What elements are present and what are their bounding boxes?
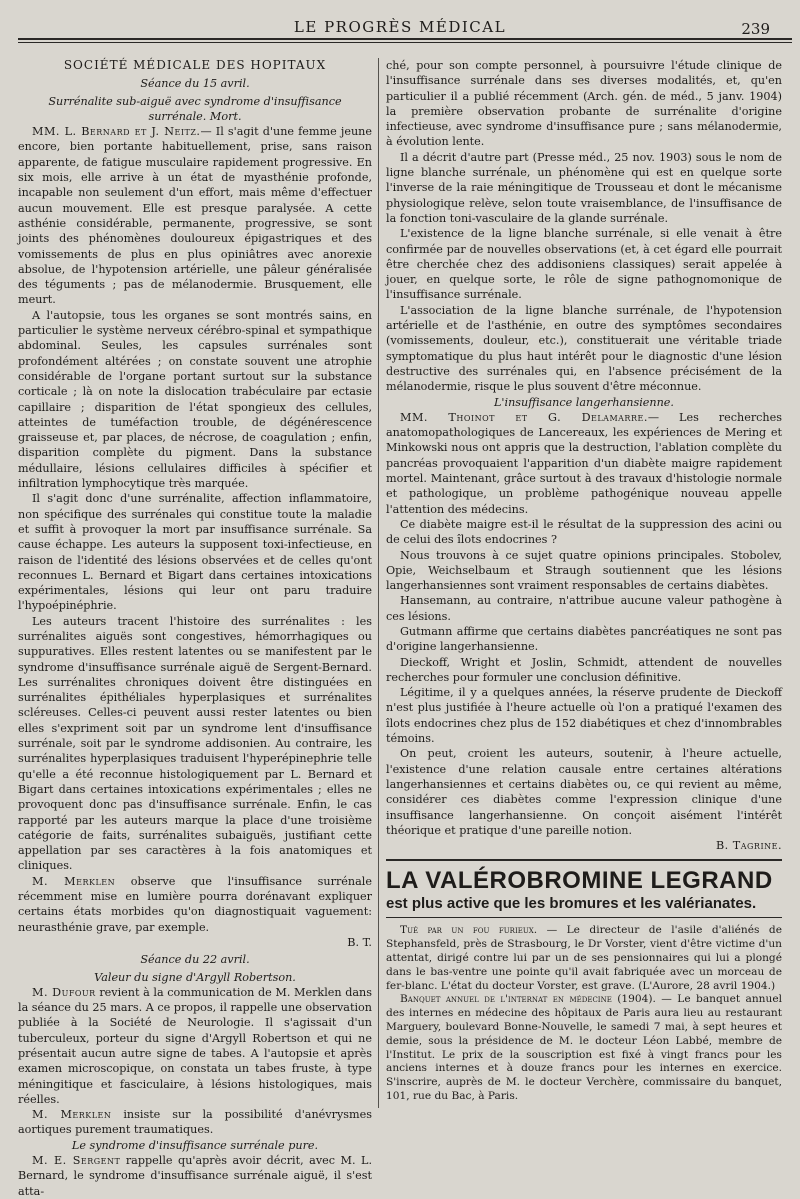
header-rule-thin — [18, 42, 792, 43]
paragraph — [18, 985, 372, 1107]
author-names: M. Dufour — [32, 985, 96, 999]
paragraph: Hansemann, au contraire, n'attribue aucune valeur pathogène à ces lésions. — [386, 594, 782, 623]
column-divider — [378, 58, 379, 1108]
paragraph — [18, 1153, 372, 1199]
author-names: M. Merklen — [32, 874, 116, 888]
paragraph: Légitime, il y a quelques années, la réserve prudente de Dieckoff n'est plus justifiée à l'heure actuelle où l'on a pratiqué l'examen des îlots endocrines chez plus de 152 diabétiques et chez d'innombrables témoins. — [386, 686, 782, 746]
journal-title: LE PROGRÈS MÉDICAL — [293, 18, 507, 36]
news-item — [386, 993, 782, 1103]
advertisement-rule-bottom — [386, 917, 782, 918]
paragraph: Nous trouvons à ce sujet quatre opinions principales. Stobolev, Opie, Weichselbaum et Straugh soutiennent que les lésions langerhansiennes sont vraiment responsables de certains diabètes. — [386, 548, 782, 593]
advertisement-rule — [386, 859, 782, 861]
paragraph: L'association de la ligne blanche surrénale, de l'hypotension artérielle et de l'asthénie, en outre des symptômes secondaires (vomissements, douleur, etc.), constituerait une véritable triade symptomatique du plus haut intérêt pour le diagnostic d'une lésion destructive des surrénales qui, en l'absence précisément de la mélanodermie, risque le plus souvent d'être méconnue. — [386, 303, 782, 394]
author-names: M. E. Sergent — [32, 1154, 121, 1168]
advertisement-title: LA VALÉROBROMINE LEGRAND — [386, 867, 773, 895]
news-headline: Tué par un fou furieux. — [400, 924, 538, 937]
paragraph: On peut, croient les auteurs, soutenir, à l'heure actuelle, l'existence d'une relation causale entre certaines altérations langerhansiennes et certains diabètes ou, ce qui revient au même, considérer ces diabètes comme l'expression clinique d'une insuffisance langerhansienne. On conçoit aisément l'intérêt théorique et pratique d'une pareille notion. — [386, 747, 782, 837]
news-item — [386, 924, 782, 993]
news-text: — Le directeur de l'asile d'aliénés de Stephansfeld, près de Strasbourg, le Dr Vorster, vient d'être victime d'un attentat, dirigé contre lui par un de ses pensionnaires qui lui a plongé dans le bas-ventre une pointe qu'il avait fabriquée avec un morceau de fer-blanc. L'état du docteur Vorster, est grave. (L'Aurore, 28 avril 1904.) — [386, 924, 782, 992]
paragraph: Il a décrit d'autre part (Presse méd., 25 nov. 1903) sous le nom de ligne blanche surrénale, un phénomène qui est en quelque sorte l'inverse de la raie méningitique de Trousseau et dont le mécanisme physiologique relève, selon toute vraisemblance, de l'insuffisance de la fonction toni-vasculaire de la glande surrénale. — [386, 150, 782, 225]
header-rule — [18, 38, 792, 40]
author-names: MM. L. Bernard et J. Neitz. — [32, 125, 201, 139]
running-head — [0, 18, 800, 40]
paragraph: Les auteurs tracent l'histoire des surrénalites : les surrénalites aiguës sont congestives, hémorrhagiques ou suppuratives. Elles restent latentes ou se manifestent par le syndrome d'insuffisance surrénale aiguë de Sergent-Bernard. Les surrénalites chroniques doivent être distinguées en surrénalites épithéliales hyperplasiques et surrénalites scléreuses. Celles-ci peuvent aussi rester latentes ou bien elles s'expriment soit par un syndrome lent d'insuffisance surrénale, soit par le syndrome addisonien. Au contraire, les surrénalites hyperplasiques traduisent l'hyperépinephrie telle qu'elle a été reconnue histologiquement par L. Bernard et Bigart dans certaines intoxications expérimentales ; elles ne provoquent donc pas d'insuffisance surrénale. Enfin, le cas rapporté par les auteurs marque la place d'une troisième catégorie de faits, surrénalites subaiguës, justifiant cette appellation par ses caractères à la fois anatomiques et cliniques. — [18, 614, 372, 873]
article-subtitle: Valeur du signe d'Argyll Robertson. — [94, 970, 296, 984]
paragraph: L'existence de la ligne blanche surrénale, si elle venait à être confirmée par de nouvelles observations (et, à cet égard elle pourrait être cherchée chez des addisoniens classiques) serait appelée à jouer, en quelque sorte, le rôle de signe pathognomonique de l'insuffisance surrénale. — [386, 227, 782, 302]
paragraph-text: insiste sur la possibilité d'anévrysmes aortiques purement traumatiques. — [18, 1108, 372, 1137]
paragraph-text: rappelle qu'après avoir décrit, avec M. L. Bernard, le syndrome d'insuffisance surrénale aiguë, il s'est atta- — [18, 1154, 372, 1198]
session-date: Séance du 22 avril. — [140, 953, 250, 967]
paragraph: A l'autopsie, tous les organes se sont montrés sains, en particulier le système nerveux cérébro-spinal et sympathique abdominal. Seules, les capsules surrénales sont profondément altérées ; on constate souvent une atrophie considérable de l'organe portant surtout sur la substance corticale ; là on note la dislocation trabéculaire par ectasie capillaire ; disparition de l'état spongieux des cellules, atteintes de tuméfaction trouble, de dégénérescence graisseuse et, par places, de nécrose, de coagulation ; enfin, disparition complète du pigment. Dans la substance médullaire, lésions cellulaires difficiles à spécifier et infiltration lymphocytique très marquée. — [18, 308, 372, 491]
author-names: M. Merklen — [32, 1108, 112, 1122]
paragraph: Il s'agit donc d'une surrénalite, affection inflammatoire, non spécifique des surrénales qui constitue toute la maladie et suffit à provoquer la mort par insuffisance surrénale. Sa cause échappe. Les auteurs la supposent toxi-infectieuse, en raison de l'identité des lésions observées et de celles qu'ont reconnues L. Bernard et Bigart dans certaines intoxications expérimentales, lésions qui leur ont paru traduire l'hypoépinéphrie. — [18, 492, 372, 613]
paragraph-text: revient à la communication de M. Merklen dans la séance du 25 mars. A ce propos, il rappelle une observation publiée à la Société de Neurologie. Il s'agissait d'un tuberculeux, porteur du signe d'Argyll Robertson et qui ne présentait aucun autre signe de tabes. A l'autopsie et après examen microscopique, on constata un tabes fruste, à type méningitique et fasciculaire, à lésions histologiques, mais réelles. — [18, 985, 372, 1106]
paragraph — [18, 1107, 372, 1138]
paragraph: Gutmann affirme que certains diabètes pancréatiques ne sont pas d'origine langerhansienne. — [386, 624, 782, 654]
signature: B. Tagrine. — [715, 839, 782, 853]
article-subtitle: Le syndrome d'insuffisance surrénale pure. — [71, 1138, 319, 1152]
paragraph-text: — Les recherches anatomopathologiques de Lancereaux, les expériences de Mering et Minkowski nous ont appris que la destruction, l'ablation complète du pancréas provoquaient l'apparition d'un diabète maigre rapidement mortel. Maintenant, grâce surtout à des travaux d'histologie normale et pathologique, un problème pathogénique nouveau appelle l'attention des médecins. — [386, 410, 782, 516]
paragraph — [18, 874, 372, 935]
paragraph — [18, 124, 372, 308]
left-column — [18, 58, 372, 1198]
paragraph: ché, pour son compte personnel, à poursuivre l'étude clinique de l'insuffisance surrénale dans ses diverses modalités, et, qu'en particulier il a publié récemment (Arch. gén. de méd., 5 janv. 1904) la première observation probante de surrénalite d'origine infectieuse, avec syndrome d'insuffisance pure ; sans mélanodermie, à évolution lente. — [386, 59, 782, 149]
author-names: MM. Thoinot et G. Delamarre. — [400, 410, 648, 424]
signature: B. T. — [347, 935, 372, 949]
news-headline: Banquet annuel de l'internat en médecine (1904). — [400, 993, 656, 1006]
paragraph: Dieckoff, Wright et Joslin, Schmidt, attendent de nouvelles recherches pour formuler une conclusion définitive. — [386, 655, 782, 684]
article-subtitle: L'insuffisance langerhansienne. — [494, 395, 674, 409]
session-date: Séance du 15 avril. — [140, 77, 250, 91]
page-number: 239 — [741, 20, 770, 38]
paragraph — [386, 410, 782, 517]
article-subtitle: Surrénalite sub-aiguë avec syndrome d'insuffisance surrénale. Mort. — [48, 94, 342, 123]
section-heading: SOCIÉTÉ MÉDICALE DES HOPITAUX — [63, 58, 327, 72]
paragraph-text: — Il s'agit d'une femme jeune encore, bien portante habituellement, prise, sans raison apparente, de fatigue musculaire rapidement progressive. En six mois, elle arrive à un état de myasthénie profonde, incapable non seulement d'un effort, mais même d'effectuer aucun mouvement. Elle est presque paralysée. A cette asthénie considérable, permanente, progressive, se sont joints des phénomènes douloureux épigastriques et des vomissements de plus en plus opiniâtres avec anorexie absolue, de l'hypotension artérielle, une pâleur généralisée des téguments ; pas de mélanodermie. Brusquement, elle meurt. — [18, 125, 372, 307]
paragraph-text: observe que l'insuffisance surrénale récemment mise en lumière pourra dorénavant expliquer certains états morbides qu'on diagnostiquait vaguement: neurasthénie grave, par exemple. — [18, 874, 372, 934]
news-text: — Le banquet annuel des internes en médecine des hôpitaux de Paris aura lieu au restaurant Marguery, boulevard Bonne-Nouvelle, le samedi 7 mai, à sept heures et demie, sous la présidence de M. le docteur Léon Labbé, membre de l'Institut. Le prix de la souscription est fixé à vingt francs pour les anciens internes et à douze francs pour les internes en exercice. S'inscrire, auprès de M. le docteur Verchère, commissaire du banquet, 101, rue du Bac, à Paris. — [386, 993, 782, 1102]
advertisement-subtitle: est plus active que les bromures et les valérianates. — [386, 895, 757, 913]
paragraph: Ce diabète maigre est-il le résultat de la suppression des acini ou de celui des îlots endocrines ? — [386, 517, 782, 547]
right-column — [386, 58, 782, 1118]
